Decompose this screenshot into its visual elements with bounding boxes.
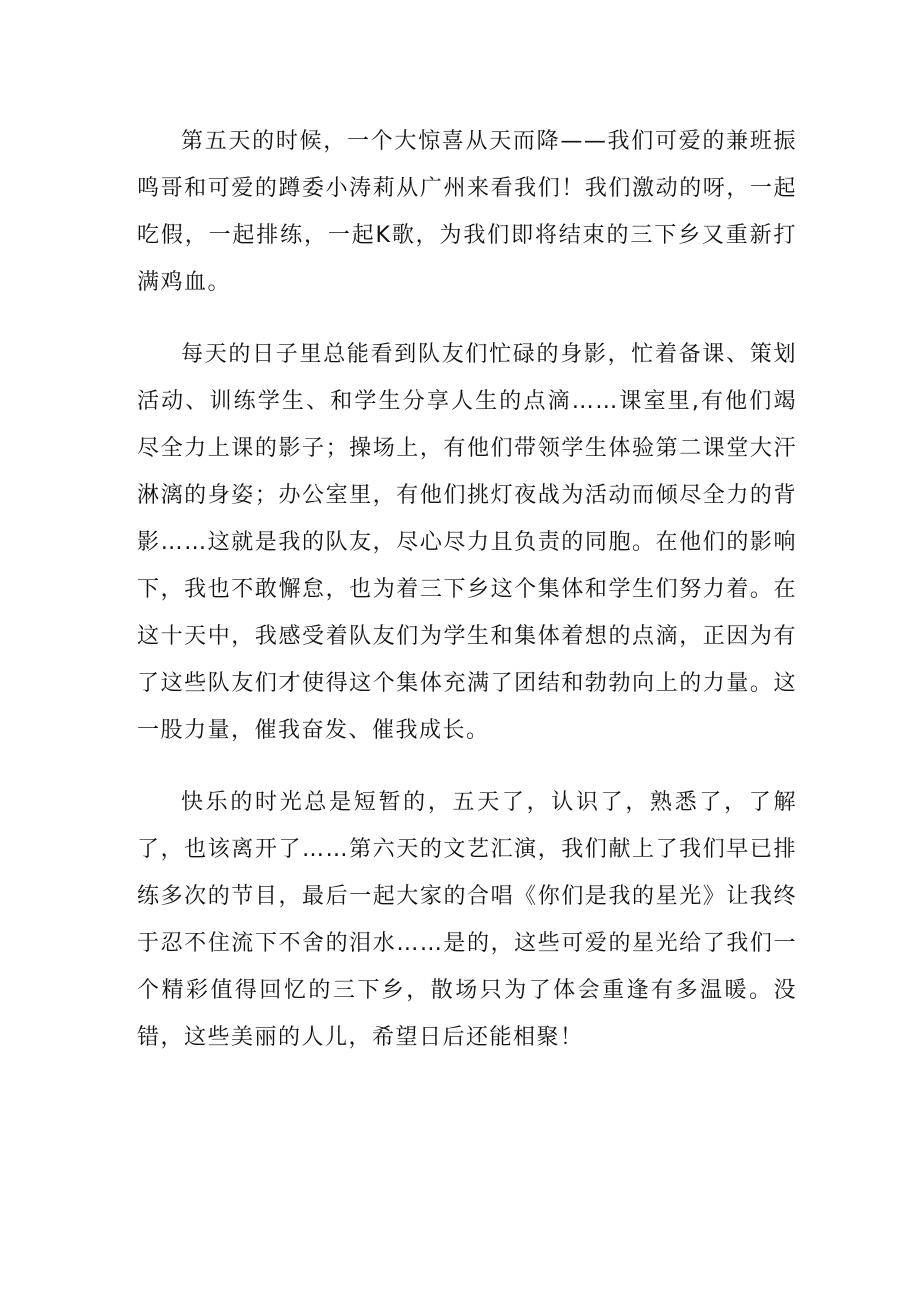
paragraph-3: 快乐的时光总是短暂的，五天了，认识了，熟悉了，了解了，也该离开了……第六天的文艺汇演，我们献上了我们早已排练多次的节目，最后一起大家的合唱《你们是我的星光》让我终于忍不住流下不舍的泪水……是的，这些可爱的星光给了我们一个精彩值得回忆的三下乡，散场只为了体会重逢有多温暖。没错，这些美丽的人儿，希望日后还能相聚！ [137,790,797,1050]
document-body [137,118,797,1086]
paragraph-1: 第五天的时候，一个大惊喜从天而降——我们可爱的兼班振鸣哥和可爱的蹲委小涛莉从广州来看我们！我们激动的呀，一起吃假，一起排练，一起K歌，为我们即将结束的三下乡又重新打满鸡血。 [137,129,797,295]
paragraph-2: 每天的日子里总能看到队友们忙碌的身影，忙着备课、策划活动、训练学生、和学生分享人生的点滴……课室里,有他们竭尽全力上课的影子；操场上，有他们带领学生体验第二课堂大汗淋漓的身姿；办公室里，有他们挑灯夜战为活动而倾尽全力的背影……这就是我的队友，尽心尽力且负责的同胞。在他们的影响下，我也不敢懈怠，也为着三下乡这个集体和学生们努力着。在这十天中，我感受着队友们为学生和集体着想的点滴，正因为有了这些队友们才使得这个集体充满了团结和勃勃向上的力量。这一股力量，催我奋发、催我成长。 [137,342,797,743]
